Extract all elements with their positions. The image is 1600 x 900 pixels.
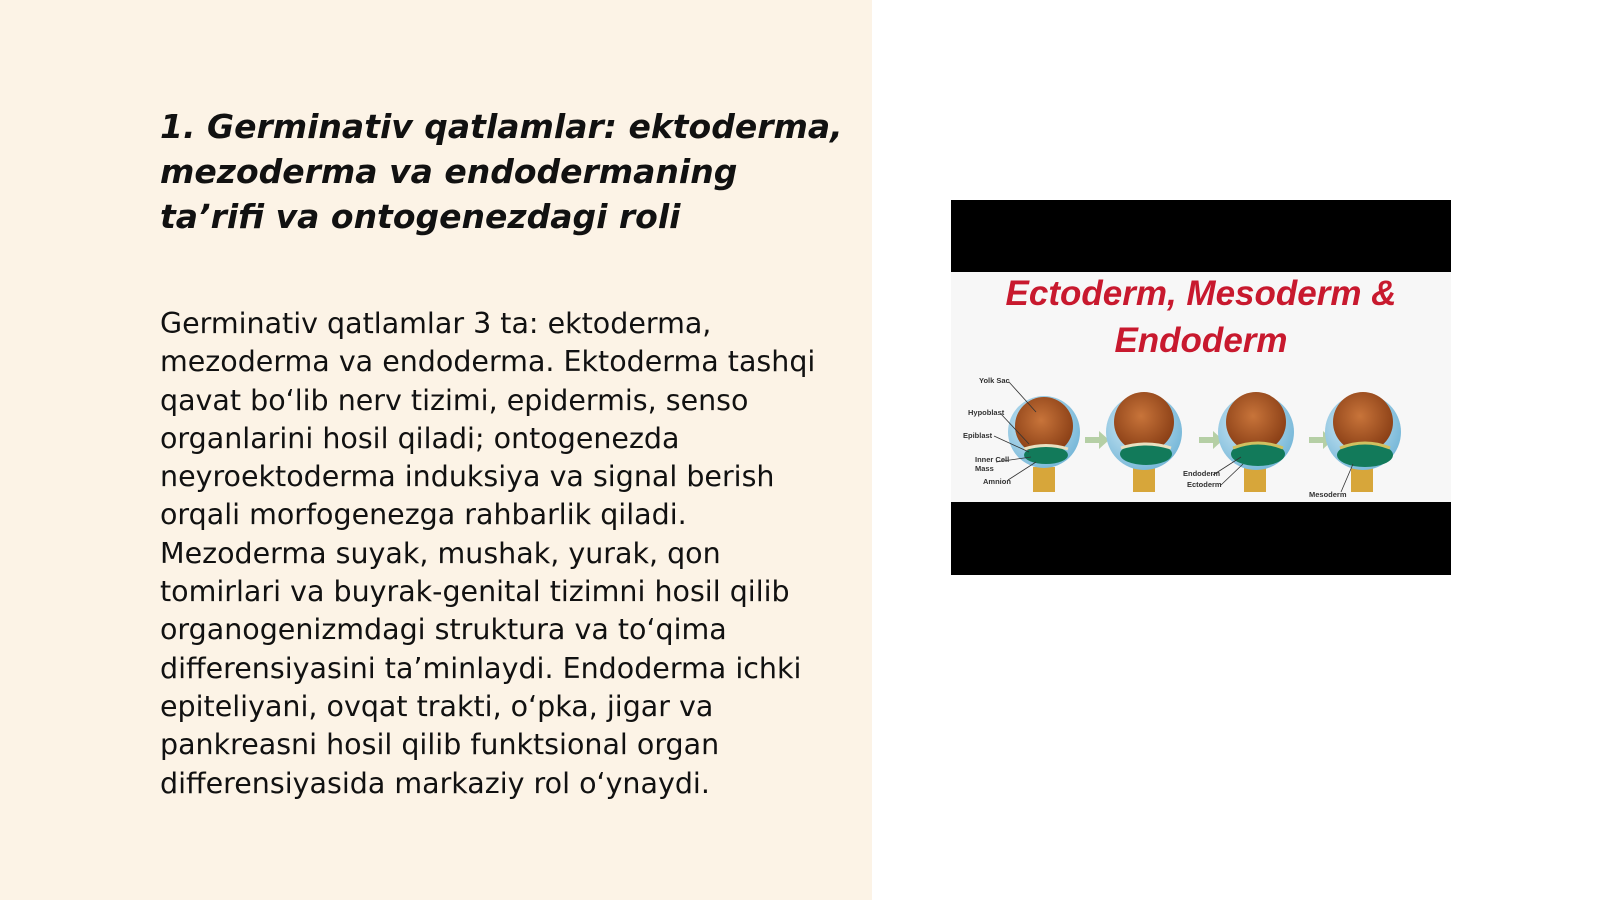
- label-mesoderm: Mesoderm: [1309, 490, 1347, 499]
- arrow-icon: [1085, 431, 1109, 449]
- label-hypoblast: Hypoblast: [968, 408, 1005, 417]
- germ-layers-image: [951, 200, 1451, 575]
- label-mass: Mass: [975, 464, 994, 473]
- germ-layers-illustration: [951, 272, 1451, 502]
- embryo-stage-1: [1008, 396, 1080, 492]
- embryo-stage-4: [1325, 392, 1401, 492]
- label-endoderm: Endoderm: [1183, 469, 1221, 478]
- slide-body-text: Germinativ qatlamlar 3 ta: ektoderma, mezoderma va endoderma. Ektoderma tashqi qavat bo‘lib nerv tizimi, epidermis, senso organlarini hosil qiladi; ontogenezda neyroektoderma induksiya va signal berish orqali morfogenezga rahbarlik qiladi. Mezoderma suyak, mushak, yurak, qon tomirlari va buyrak-genital tizimni hosil qilib organogenizmdagi struktura va to‘qima differensiyasini ta’minlaydi. Endoderma ichki epiteliyani, ovqat trakti, o‘pka, jigar va pankreasni hosil qilib funktsional organ differensiyasida markaziy rol o‘ynaydi.: [160, 307, 816, 800]
- label-epiblast: Epiblast: [963, 431, 993, 440]
- slide-title: 1. Germinativ qatlamlar: ektoderma, mezoderma va endodermaning ta’rifi va ontogenezdagi roli: [160, 107, 843, 236]
- embryo-stage-2: [1106, 392, 1182, 492]
- figure-heading-line1: Ectoderm, Mesoderm &: [1005, 274, 1397, 313]
- label-inner-cell: Inner Cell: [975, 455, 1010, 464]
- label-ectoderm: Ectoderm: [1187, 480, 1222, 489]
- label-yolk-sac: Yolk Sac: [979, 376, 1010, 385]
- label-amnion: Amnion: [983, 477, 1011, 486]
- figure-heading-line2: Endoderm: [1114, 321, 1288, 360]
